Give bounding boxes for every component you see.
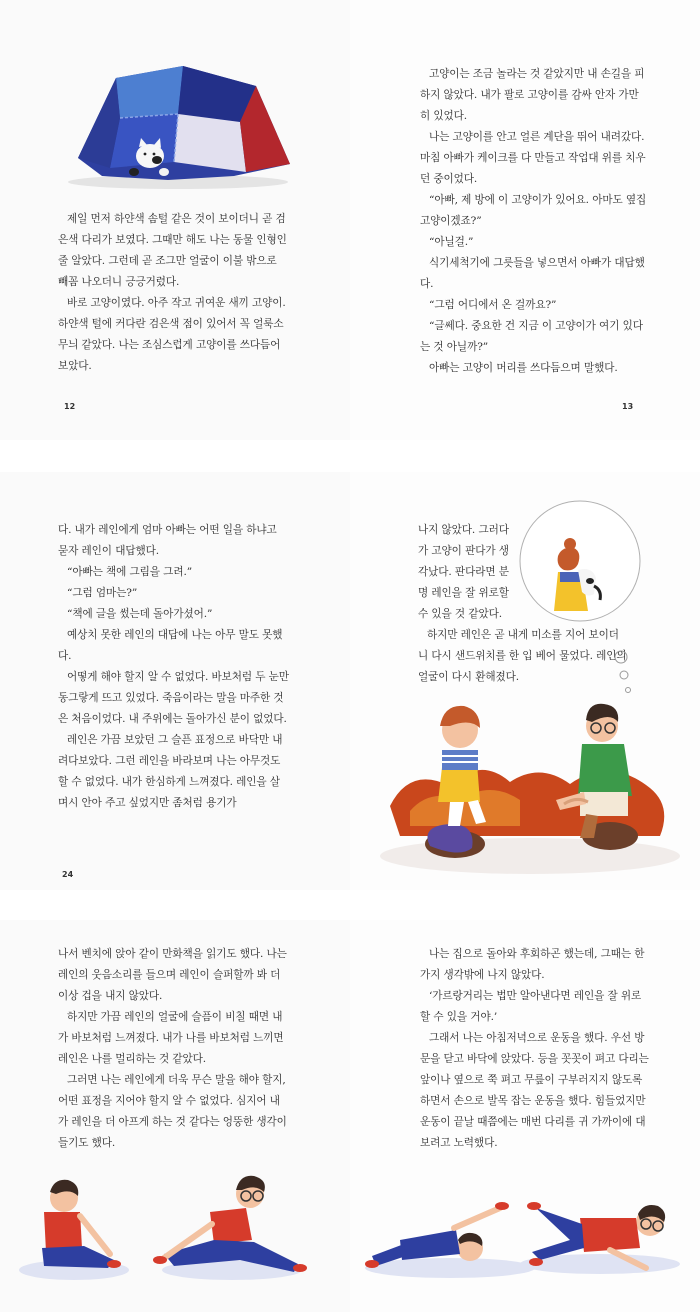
paragraph: 다. 내가 레인에게 엄마 아빠는 어떤 일을 하냐고 묻자 레인이 대답했다.: [58, 524, 277, 557]
paragraph: 예상치 못한 레인의 대답에 나는 아무 말도 못했다.: [58, 629, 283, 662]
paragraph: 바로 고양이였다. 아주 작고 귀여운 새끼 고양이. 하얀색 털에 커다란 검은색 점이 있어서 꼭 얼룩소 무늬 같았다. 나는 조심스럽게 고양이를 쓰다듬어 보았다.: [58, 297, 286, 372]
paragraph: “그럼 엄마는?”: [67, 587, 138, 599]
paragraph: “아닐걸.”: [429, 236, 474, 248]
boy-stretching-exercise-illustration: [14, 1168, 344, 1288]
paragraph: 아빠는 고양이 머리를 쓰다듬으며 말했다.: [429, 362, 618, 374]
paragraph: 어떻게 해야 할지 알 수 없었다. 바보처럼 두 눈만 동그랗게 뜨고 있었다. 죽음이라는 말을 마주한 것은 처음이었다. 내 주위에는 돌아가신 분이 없었다.: [58, 671, 289, 725]
paragraph: “아빠, 제 방에 이 고양이가 있어요. 아마도 옆집 고양이겠죠?”: [420, 194, 647, 227]
paragraph: “글쎄다. 중요한 건 지금 이 고양이가 여기 있다는 것 아닐까?”: [420, 320, 643, 353]
page-left-text: [58, 944, 290, 1154]
page-13: [350, 0, 700, 440]
paragraph: 하지만 레인은 곧 내게 미소를 지어 보이더니 다시 샌드위치를 한 입 베어 물었다. 레인의 얼굴이 다시 환해졌다.: [418, 629, 627, 683]
page-25-text-narrow: [418, 520, 518, 625]
thought-bubble-girl-with-cat-illustration: [518, 486, 643, 716]
page-number: 12: [64, 402, 76, 411]
paragraph: 나서 벤치에 앉아 같이 만화책을 읽기도 했다. 나는 레인의 웃음소리를 들으며 레인이 슬퍼할까 봐 더 이상 겁을 내지 않았다.: [58, 948, 287, 1002]
paragraph: 나는 고양이를 안고 얼른 계단을 뛰어 내려갔다. 마침 아빠가 케이크를 다 만들고 작업대 위를 치우던 중이었다.: [420, 131, 646, 185]
page-right-text: [420, 944, 650, 1154]
page-12-text: [58, 209, 290, 377]
page-24-text: [58, 520, 290, 814]
paragraph: 나는 집으로 돌아와 후회하곤 했는데, 그때는 한 가지 생각밖에 나지 않았다.: [420, 948, 645, 981]
page-25: [350, 472, 700, 890]
paragraph: ‘가르랑거리는 법만 알아낸다면 레인을 잘 위로할 수 있을 거야.’: [420, 990, 642, 1023]
paragraph: 고양이는 조금 놀라는 것 같았지만 내 손길을 피하지 않았다. 내가 팔로 고양이를 감싸 안자 가만히 있었다.: [420, 68, 645, 122]
quilt-with-kitten-illustration: [58, 60, 298, 190]
paragraph: 나지 않았다. 그러다가 고양이 판다가 생각났다. 판다라면 분명 레인을 잘 위로할 수 있을 것 같았다.: [418, 524, 509, 620]
paragraph: 제일 먼저 하얀색 솜털 같은 것이 보이더니 곧 검은색 다리가 보였다. 그때만 해도 나는 동물 인형인 줄 알았다. 그런데 곧 조그만 얼굴이 이불 밖으로 빼꼼 나오더니 긍긍거렸다.: [58, 213, 287, 288]
spread-3: [0, 920, 700, 1312]
spread-2: [0, 472, 700, 890]
girl-and-boy-sitting-on-stumps-illustration: [380, 696, 680, 882]
paragraph: 레인은 가끔 보았던 그 슬픈 표정으로 바닥만 내려다보았다. 그런 레인을 바라보며 나는 아무것도 할 수 없었다. 내가 한심하게 느껴졌다. 레인을 살며시 안아 주고 싶었지만 좀처럼 용기가: [58, 734, 283, 809]
paragraph: 식기세척기에 그릇들을 넣으면서 아빠가 대답했다.: [420, 257, 645, 290]
spread-1: [0, 0, 700, 440]
page-13-text: [420, 64, 648, 379]
page-12: [0, 0, 350, 440]
page-number: 13: [622, 402, 634, 411]
paragraph: “아빠는 책에 그림을 그려.”: [67, 566, 193, 578]
page-left: [0, 920, 350, 1312]
page-24: [0, 472, 350, 890]
page-right: [350, 920, 700, 1312]
page-number: 24: [62, 870, 74, 879]
paragraph: “책에 글을 썼는데 돌아가셨어.”: [67, 608, 213, 620]
paragraph: “그럼 어디에서 온 걸까요?”: [429, 299, 557, 311]
boy-lying-stretching-illustration: [360, 1168, 690, 1288]
paragraph: 그래서 나는 아침저녁으로 운동을 했다. 우선 방문을 닫고 바닥에 앉았다. 등을 꼿꼿이 펴고 다리는 앞이나 옆으로 쭉 펴고 무릎이 구부러지지 않도록 하면서 손으로 발목 잡는 운동을 했다. 힘들었지만 운동이 끝날 때쯤에는 매번 다리를 귀 가까이에 대 보려고 노력했다.: [420, 1032, 649, 1149]
paragraph: 하지만 가끔 레인의 얼굴에 슬픔이 비칠 때면 내가 바보처럼 느껴졌다. 내가 나를 바보처럼 느끼면 레인은 나를 멀리하는 것 같았다.: [58, 1011, 284, 1065]
paragraph: 그러면 나는 레인에게 더욱 무슨 말을 해야 할지, 어떤 표정을 지어야 할지 알 수 없었다. 심지어 내가 레인을 더 아프게 하는 것 같다는 엉뚱한 생각이 들기도 했다.: [58, 1074, 287, 1149]
